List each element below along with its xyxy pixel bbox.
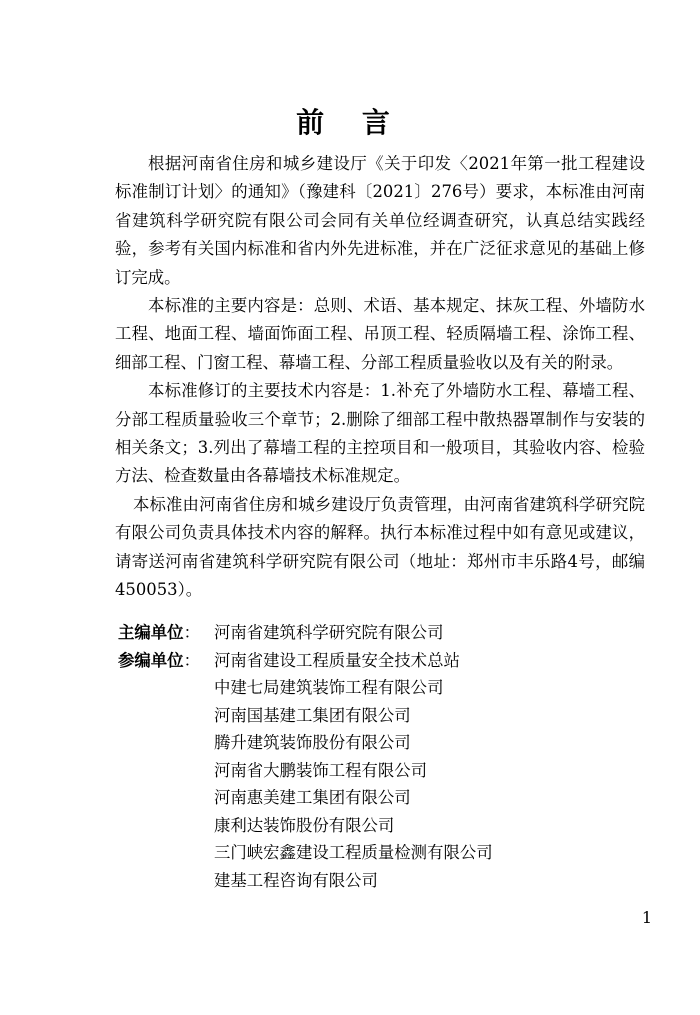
participant-org: 河南省建设工程质量安全技术总站 (214, 650, 460, 670)
preface-body (115, 150, 645, 605)
participant-org: 建基工程咨询有限公司 (214, 870, 378, 890)
paragraph-main-content: 本标准的主要内容是：总则、术语、基本规定、抹灰工程、外墙防水工程、地面工程、墙面饰面工程、吊顶工程、轻质隔墙工程、涂饰工程、细部工程、门窗工程、幕墙工程、分部工程质量验收以及有关的附录。 (115, 296, 645, 372)
chief-editor-label: 主编单位 (118, 623, 184, 642)
paragraph-management: 本标准由河南省住房和城乡建设厅负责管理，由河南省建筑科学研究院有限公司负责具体技术内容的解释。执行本标准过程中如有意见或建议，请寄送河南省建筑科学研究院有限公司（地址：郑州市丰乐路4号，邮编450053）。 (115, 494, 645, 600)
participants-row (118, 647, 638, 895)
paragraph-basis: 根据河南省住房和城乡建设厅《关于印发〈2021年第一批工程建设标准制订计划〉的通知》（豫建科〔2021〕276号）要求，本标准由河南省建筑科学研究院有限公司会同有关单位经调查研究，认真总结实践经验，参考有关国内标准和省内外先进标准，并在广泛征求意见的基础上修订完成。 (115, 154, 645, 287)
editing-units (118, 619, 638, 894)
participant-org: 河南惠美建工集团有限公司 (214, 788, 411, 807)
participant-org: 中建七局建筑装饰工程有限公司 (214, 678, 444, 697)
participant-org: 腾升建筑装饰股份有限公司 (214, 733, 411, 752)
chief-editor-separator: ： (183, 623, 200, 642)
participant-org: 河南国基建工集团有限公司 (214, 705, 411, 725)
participant-org: 河南省大鹏装饰工程有限公司 (214, 760, 428, 780)
page-number: 1 (641, 908, 652, 927)
chief-editor-org: 河南省建筑科学研究院有限公司 (214, 623, 444, 642)
page-title: 前 言 (296, 106, 404, 139)
paragraph-revision-content: 本标准修订的主要技术内容是：1.补充了外墙防水工程、幕墙工程、分部工程质量验收三个章节；2.删除了细部工程中散热器罩制作与安装的相关条文；3.列出了幕墙工程的主控项目和一般项目，其验收内容、检验方法、检查数量由各幕墙技术标准规定。 (115, 381, 645, 486)
participant-org: 康利达装饰股份有限公司 (214, 815, 395, 835)
participants-label: 参编单位 (118, 650, 184, 670)
participants-separator: ： (183, 650, 200, 670)
participant-org-list (214, 647, 638, 895)
chief-editor-row (118, 619, 638, 647)
participant-org: 三门峡宏鑫建设工程质量检测有限公司 (214, 843, 493, 862)
